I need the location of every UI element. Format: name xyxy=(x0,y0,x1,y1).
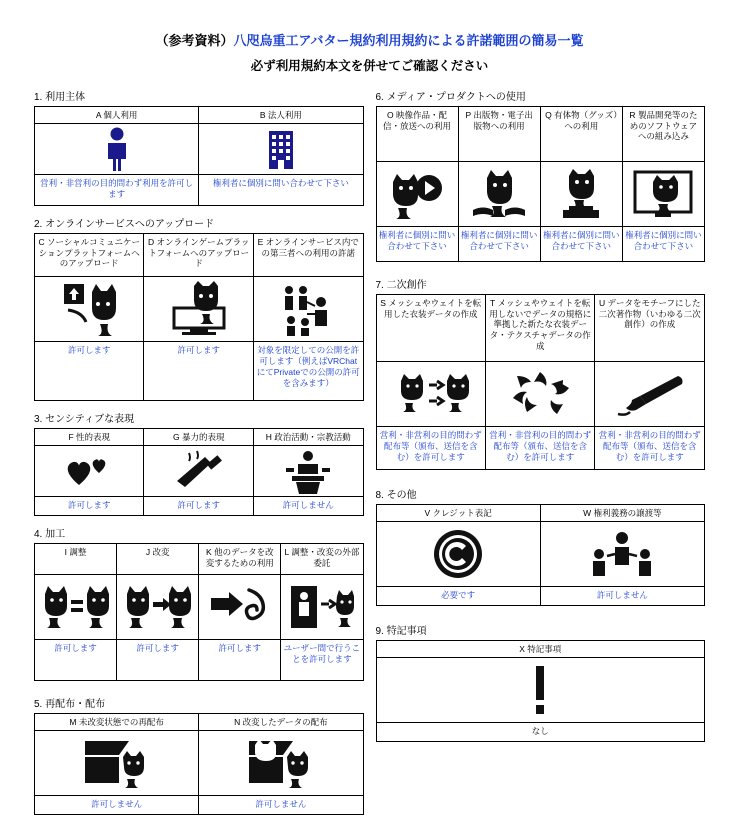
section-5 xyxy=(34,695,364,815)
table-cell-Q[interactable] xyxy=(540,107,622,262)
copyright-icon xyxy=(377,521,540,587)
cell-label-P: 出版物・電子出版物への利用 xyxy=(473,110,533,131)
section-2-number: 2. xyxy=(34,219,43,230)
table-cell-F[interactable] xyxy=(35,429,144,516)
section-4-name: 加工 xyxy=(45,529,66,540)
cell-code-X: X xyxy=(519,644,525,654)
cell-note-C: 許可します xyxy=(67,345,111,355)
cell-label-A: 個人利用 xyxy=(103,110,138,120)
cell-label-F: 性的表現 xyxy=(76,432,111,442)
section-7-number: 7. xyxy=(375,280,384,291)
section-5-table xyxy=(34,713,364,815)
content-columns xyxy=(0,74,739,824)
cell-head-H xyxy=(254,429,363,445)
cell-head-R xyxy=(623,107,704,161)
cell-code-M: M xyxy=(69,717,77,727)
section-1-table xyxy=(34,106,364,206)
table-cell-N[interactable] xyxy=(199,714,363,815)
cell-note-U: 営利・非営利の目的問わず配布等（頒布、送信を含む）を許可します xyxy=(598,430,701,463)
table-cell-H[interactable] xyxy=(253,429,363,516)
cell-note-T: 営利・非営利の目的問わず配布等（頒布、送信を含む）を許可します xyxy=(489,430,592,463)
table-cell-R[interactable] xyxy=(622,107,704,262)
new-data-icon xyxy=(486,361,594,427)
cell-head-L xyxy=(281,544,362,574)
title-line-1 xyxy=(0,30,739,49)
section-8-table xyxy=(376,504,706,606)
section-3-table xyxy=(34,428,364,516)
cell-label-G: 暴力的表現 xyxy=(181,432,225,442)
cell-note-D: 許可します xyxy=(177,345,220,355)
section-3-name: センシティブな表現 xyxy=(45,414,135,425)
cell-code-G: G xyxy=(172,432,180,442)
cell-code-L: L xyxy=(284,547,289,557)
cell-note-H: 許可しません xyxy=(282,500,334,510)
cell-note-B: 権利者に個別に問い合わせて下さい xyxy=(212,178,349,188)
person-icon xyxy=(35,123,198,175)
cell-head-P xyxy=(459,107,540,161)
section-2-title xyxy=(34,215,364,230)
cell-note-W: 許可しません xyxy=(596,590,648,600)
cell-head-F xyxy=(35,429,143,445)
box-cat-icon xyxy=(35,730,198,796)
cell-label-R: 製品開発等のためのソフトウェアへの組み込み xyxy=(629,110,698,142)
cell-head-I xyxy=(35,544,116,574)
section-3-number: 3. xyxy=(34,414,43,425)
cell-label-K: 他のデータを改変するための利用 xyxy=(205,547,274,568)
cell-label-T: メッシュやウェイトを転用しないでデータの規格に準拠した新たな衣装データ・テクスチャデータの作成 xyxy=(489,298,592,351)
table-cell-E[interactable] xyxy=(253,234,363,401)
section-7 xyxy=(376,276,706,470)
cell-label-X: 特記事項 xyxy=(527,644,562,654)
cell-head-U xyxy=(595,295,704,361)
cell-head-X xyxy=(377,641,705,657)
cell-note-K: 許可します xyxy=(218,643,262,653)
cell-code-K: K xyxy=(206,547,212,557)
cell-code-O: O xyxy=(387,110,394,120)
mesh-reuse-icon xyxy=(377,361,485,427)
cell-code-A: A xyxy=(95,110,102,120)
cell-label-V: クレジット表記 xyxy=(432,508,492,518)
cell-note-X: なし xyxy=(531,726,549,736)
cell-note-P: 権利者に個別に問い合わせて下さい xyxy=(460,230,538,252)
cell-head-T xyxy=(486,295,594,361)
table-cell-S[interactable] xyxy=(376,295,485,470)
cell-note-A: 営利・非営利の目的問わず利用を許可します xyxy=(40,178,194,200)
cell-code-T: T xyxy=(490,298,496,308)
building-icon xyxy=(199,123,362,175)
title-main: 八咫烏重工アバター規約利用規約による許諾範囲の簡易一覧 xyxy=(233,33,584,48)
cell-note-J: 許可します xyxy=(136,643,179,653)
cell-note-F: 許可します xyxy=(67,500,111,510)
section-7-title xyxy=(376,276,706,291)
cell-label-J: 改変 xyxy=(152,547,170,557)
software-cat-icon xyxy=(623,161,704,227)
share-people-icon xyxy=(254,276,363,342)
cell-code-F: F xyxy=(68,432,74,442)
cell-head-A xyxy=(35,107,198,123)
brush-icon xyxy=(595,361,704,427)
cell-code-C: C xyxy=(38,237,45,247)
cell-head-G xyxy=(144,429,252,445)
title-line-2: 必ず利用規約本文を併せてご確認ください xyxy=(250,59,489,73)
cell-code-I: I xyxy=(64,547,68,557)
cat-equals-icon xyxy=(35,574,116,640)
cell-label-Q: 有体物（グッズ）への利用 xyxy=(554,110,618,131)
cell-code-J: J xyxy=(145,547,151,557)
cell-head-M xyxy=(35,714,198,730)
section-3 xyxy=(34,410,364,516)
cell-label-C: ソーシャルコミュニケーションプラットフォームへのアップロード xyxy=(38,237,140,269)
cell-label-M: 未改変状態での再配布 xyxy=(78,717,164,727)
cell-label-L: 調整・改変の外部委託 xyxy=(291,547,360,568)
table-cell-U[interactable] xyxy=(595,295,705,470)
section-1-number: 1. xyxy=(34,92,43,103)
cell-label-B: 法人利用 xyxy=(267,110,302,120)
section-4-title xyxy=(34,525,364,540)
cell-note-Q: 権利者に個別に問い合わせて下さい xyxy=(543,230,620,252)
section-1 xyxy=(34,88,364,206)
right-column xyxy=(376,88,706,824)
table-cell-V[interactable] xyxy=(376,505,540,606)
transfer-people-icon xyxy=(541,521,704,587)
section-9 xyxy=(376,622,706,742)
table-cell-O[interactable] xyxy=(376,107,458,262)
cell-head-S xyxy=(377,295,485,361)
cell-head-B xyxy=(199,107,362,123)
cell-code-S: S xyxy=(380,298,386,308)
cell-label-S: メッシュやウェイトを転用した衣装データの作成 xyxy=(383,298,482,319)
table-cell-X[interactable] xyxy=(376,641,705,742)
left-column xyxy=(34,88,364,824)
cell-note-R: 権利者に個別に問い合わせて下さい xyxy=(625,230,702,252)
section-8-title xyxy=(376,486,706,501)
document-title-block xyxy=(0,0,739,74)
section-8 xyxy=(376,486,706,606)
section-6-name: メディア・プロダクトへの使用 xyxy=(386,92,526,103)
cell-note-G: 許可します xyxy=(177,500,220,510)
cell-head-V xyxy=(377,505,540,521)
cell-label-H: 政治活動・宗教活動 xyxy=(274,432,351,442)
play-cat-icon xyxy=(377,161,458,227)
section-7-name: 二次創作 xyxy=(386,280,427,291)
table-cell-D[interactable] xyxy=(144,234,253,401)
cell-code-D: D xyxy=(148,237,155,247)
cell-note-S: 営利・非営利の目的問わず配布等（頒布、送信を含む）を許可します xyxy=(379,430,482,463)
cell-label-I: 調整 xyxy=(69,547,87,557)
cell-label-O: 映像作品・配信・放送への利用 xyxy=(383,110,452,131)
section-2 xyxy=(34,215,364,401)
section-9-title xyxy=(376,622,706,637)
section-5-name: 再配布・配布 xyxy=(45,699,106,710)
section-9-table xyxy=(376,640,706,742)
section-3-title xyxy=(34,410,364,425)
cell-label-U: データをモチーフにした二次著作物（いわゆる二次創作）の作成 xyxy=(598,298,701,330)
section-2-name: オンラインサービスへのアップロード xyxy=(45,219,215,230)
cell-code-P: P xyxy=(465,110,471,120)
goods-cat-icon xyxy=(541,161,622,227)
arrow-shape-icon xyxy=(199,574,280,640)
knife-icon xyxy=(144,445,252,497)
section-5-number: 5. xyxy=(34,699,43,710)
cell-head-O xyxy=(377,107,458,161)
book-cat-icon xyxy=(459,161,540,227)
section-9-number: 9. xyxy=(375,626,384,637)
cell-code-N: N xyxy=(234,717,241,727)
cell-note-O: 権利者に個別に問い合わせて下さい xyxy=(378,230,456,252)
cell-note-N: 許可しません xyxy=(255,799,307,809)
cell-code-R: R xyxy=(629,110,636,120)
cell-head-J xyxy=(117,544,198,574)
upload-cat-icon xyxy=(35,276,143,342)
cell-label-W: 権利義務の譲渡等 xyxy=(593,508,662,518)
table-cell-M[interactable] xyxy=(35,714,199,815)
section-2-table xyxy=(34,233,364,401)
cell-head-N xyxy=(199,714,362,730)
cat-edit-icon xyxy=(117,574,198,640)
section-6 xyxy=(376,88,706,262)
cell-note-M: 許可しません xyxy=(91,799,143,809)
hearts-icon xyxy=(35,445,143,497)
cell-code-B: B xyxy=(259,110,266,120)
table-cell-I[interactable] xyxy=(35,544,117,681)
cell-note-L: ユーザー間で行うことを許可します xyxy=(283,643,361,665)
section-5-title xyxy=(34,695,364,710)
table-cell-W[interactable] xyxy=(540,505,704,606)
section-6-number: 6. xyxy=(375,92,384,103)
title-prefix: （参考資料） xyxy=(155,33,234,48)
section-1-title xyxy=(34,88,364,103)
cell-code-H: H xyxy=(265,432,272,442)
cell-note-V: 必要です xyxy=(441,590,476,600)
cell-code-V: V xyxy=(424,508,431,518)
cell-label-E: オンラインサービス内での第三者への利用の許諾 xyxy=(261,237,359,258)
section-4-number: 4. xyxy=(34,529,43,540)
table-cell-K[interactable] xyxy=(199,544,281,681)
cell-code-W: W xyxy=(583,508,592,518)
cell-code-E: E xyxy=(257,237,264,247)
cell-head-W xyxy=(541,505,704,521)
table-cell-T[interactable] xyxy=(485,295,594,470)
cell-head-E xyxy=(254,234,363,276)
cell-code-U: U xyxy=(598,298,606,308)
outsource-cat-icon xyxy=(281,574,362,640)
exclamation-icon xyxy=(377,657,705,723)
table-cell-P[interactable] xyxy=(458,107,540,262)
table-cell-J[interactable] xyxy=(117,544,199,681)
section-7-table xyxy=(376,294,706,470)
table-cell-B[interactable] xyxy=(199,107,363,206)
monitor-cat-icon xyxy=(144,276,252,342)
section-8-number: 8. xyxy=(375,490,384,501)
podium-speaker-icon xyxy=(254,445,363,497)
cell-code-Q: Q xyxy=(545,110,552,120)
section-6-table xyxy=(376,106,706,262)
cell-head-Q xyxy=(541,107,622,161)
cell-label-D: オンラインゲームプラットフォームへのアップロード xyxy=(148,237,250,269)
section-4-table xyxy=(34,543,364,681)
cell-note-E: 対象を限定しての公開を許可します（例えばVRChatにてPrivateでの公開の許可を含みます） xyxy=(256,345,360,389)
table-cell-L[interactable] xyxy=(281,544,363,681)
section-1-name: 利用主体 xyxy=(45,92,86,103)
section-9-name: 特記事項 xyxy=(386,626,427,637)
box-modified-cat-icon xyxy=(199,730,362,796)
section-8-name: その他 xyxy=(386,490,417,501)
table-cell-A[interactable] xyxy=(35,107,199,206)
cell-head-K xyxy=(199,544,280,574)
section-4 xyxy=(34,525,364,681)
cell-head-D xyxy=(144,234,252,276)
table-cell-G[interactable] xyxy=(144,429,253,516)
cell-head-C xyxy=(35,234,143,276)
cell-note-I: 許可します xyxy=(54,643,97,653)
section-6-title xyxy=(376,88,706,103)
cell-label-N: 改変したデータの配布 xyxy=(242,717,328,727)
table-cell-C[interactable] xyxy=(35,234,144,401)
